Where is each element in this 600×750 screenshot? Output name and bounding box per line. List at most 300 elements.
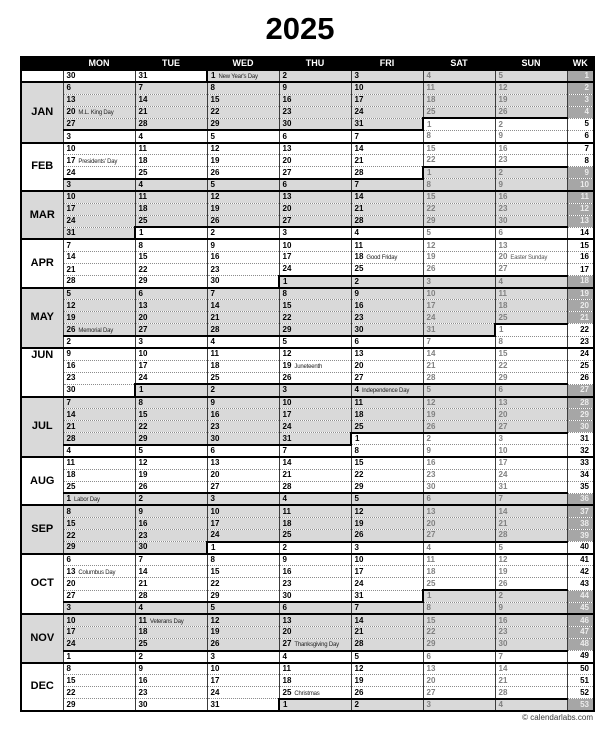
day-cell (135, 372, 207, 384)
day-number: 8 (426, 602, 431, 612)
copyright-footer: © calendarlabs.com (522, 713, 593, 722)
week-number-cell: 5 (567, 118, 594, 130)
day-cell (135, 651, 207, 663)
day-cell (207, 554, 279, 566)
day-number: 8 (354, 445, 359, 455)
day-number: 28 (66, 433, 76, 443)
day-cell (63, 106, 135, 118)
day-cell (207, 409, 279, 421)
day-cell (495, 409, 567, 421)
day-number: 30 (282, 590, 292, 600)
day-number: 11 (210, 349, 219, 359)
day-number: 6 (66, 83, 71, 93)
day-number: 6 (210, 445, 215, 455)
day-cell (135, 94, 207, 106)
day-cell (279, 614, 351, 626)
day-cell (351, 421, 423, 433)
day-cell (423, 675, 495, 687)
day-number: 3 (210, 651, 215, 661)
day-cell (63, 602, 135, 614)
day-cell (351, 106, 423, 118)
day-cell (279, 530, 351, 542)
week-number-cell: 30 (567, 421, 594, 433)
day-cell (279, 687, 351, 699)
day-number: 7 (66, 397, 71, 407)
day-number: 21 (354, 204, 364, 214)
day-number: 8 (282, 288, 287, 298)
week-number-cell: 6 (567, 130, 594, 142)
day-number: 16 (282, 566, 292, 576)
day-cell (279, 118, 351, 130)
day-cell (63, 130, 135, 142)
day-cell (135, 566, 207, 578)
week-number-cell: 33 (567, 457, 594, 469)
day-number: 28 (66, 276, 76, 286)
day-cell (135, 324, 207, 336)
day-number: 10 (354, 83, 364, 93)
week-number-cell: 46 (567, 614, 594, 626)
day-cell (207, 191, 279, 203)
day-number: 29 (426, 639, 436, 649)
day-cell (279, 288, 351, 300)
day-number: 4 (426, 542, 431, 552)
day-cell (279, 699, 351, 711)
day-cell (207, 626, 279, 638)
week-number-cell: 14 (567, 227, 594, 239)
day-cell (423, 566, 495, 578)
day-number: 4 (498, 276, 503, 286)
holiday-label: Columbus Day (78, 569, 116, 576)
day-number: 2 (498, 591, 503, 601)
holiday-label: Christmas (294, 690, 320, 697)
day-cell (351, 155, 423, 167)
day-number: 15 (354, 458, 364, 468)
day-cell (135, 542, 207, 554)
day-cell (279, 227, 351, 239)
day-number: 18 (66, 470, 76, 480)
day-number: 14 (282, 458, 292, 468)
day-number: 28 (210, 324, 220, 334)
day-number: 9 (138, 663, 143, 673)
day-number: 27 (66, 590, 76, 600)
day-number: 18 (354, 409, 364, 419)
day-number: 31 (354, 119, 364, 129)
week-row (21, 445, 594, 457)
day-number: 5 (66, 288, 71, 298)
day-cell (135, 82, 207, 94)
day-number: 30 (66, 385, 76, 395)
day-number: 25 (66, 481, 76, 491)
week-number-cell: 32 (567, 445, 594, 457)
day-cell (135, 445, 207, 457)
day-cell (135, 699, 207, 711)
day-cell (63, 409, 135, 421)
week-row (21, 312, 594, 324)
day-cell (135, 626, 207, 638)
week-row (21, 143, 594, 155)
day-number: 11 (498, 288, 507, 298)
day-number: 19 (426, 409, 436, 419)
day-cell (207, 312, 279, 324)
week-row (21, 251, 594, 263)
week-number-cell: 17 (567, 264, 594, 276)
day-number: 18 (282, 675, 292, 685)
day-number: 3 (282, 228, 287, 238)
day-cell (207, 505, 279, 517)
week-row (21, 530, 594, 542)
day-number: 10 (282, 240, 292, 250)
day-number: 26 (66, 324, 76, 334)
day-cell (351, 118, 423, 130)
day-cell (351, 433, 423, 445)
day-number: 15 (210, 566, 220, 576)
day-cell (351, 481, 423, 493)
day-cell (423, 614, 495, 626)
day-number: 28 (426, 373, 436, 383)
day-cell (279, 517, 351, 529)
day-cell (351, 336, 423, 348)
week-number-cell: 50 (567, 663, 594, 675)
day-cell (135, 251, 207, 263)
month-label-sep: SEP (21, 505, 63, 553)
week-row (21, 481, 594, 493)
day-number: 30 (210, 433, 220, 443)
day-cell (423, 324, 495, 336)
day-number: 19 (138, 470, 148, 480)
day-number: 18 (138, 627, 148, 637)
day-number: 18 (138, 155, 148, 165)
week-row (21, 276, 594, 288)
day-number: 22 (426, 155, 436, 165)
day-cell (63, 70, 135, 82)
day-number: 3 (426, 699, 431, 709)
day-cell (135, 517, 207, 529)
day-cell (351, 687, 423, 699)
day-number: 12 (426, 240, 436, 250)
day-cell (63, 481, 135, 493)
day-cell (207, 288, 279, 300)
day-cell (135, 239, 207, 251)
day-number: 7 (354, 603, 359, 613)
day-cell (63, 614, 135, 626)
day-number: 25 (354, 421, 364, 431)
day-number: 26 (210, 167, 220, 177)
day-number: 9 (66, 349, 71, 359)
day-cell (207, 300, 279, 312)
week-row (21, 578, 594, 590)
day-number: 31 (66, 228, 76, 238)
day-cell (279, 348, 351, 360)
day-number: 14 (498, 663, 508, 673)
day-cell (495, 276, 567, 288)
day-cell (207, 421, 279, 433)
day-number: 10 (426, 288, 436, 298)
day-cell (351, 614, 423, 626)
day-cell (207, 203, 279, 215)
day-cell (495, 445, 567, 457)
day-number: 16 (426, 458, 436, 468)
day-number: 12 (66, 300, 76, 310)
week-row (21, 554, 594, 566)
week-row (21, 651, 594, 663)
day-number: 19 (210, 627, 220, 637)
day-cell (63, 433, 135, 445)
day-number: 12 (282, 349, 292, 359)
day-number: 16 (210, 409, 220, 419)
day-cell (63, 638, 135, 650)
day-cell (495, 481, 567, 493)
week-number-cell: 48 (567, 638, 594, 650)
day-cell (495, 469, 567, 481)
day-number: 6 (282, 179, 287, 189)
day-number: 3 (282, 385, 287, 395)
day-cell (63, 687, 135, 699)
day-number: 25 (498, 312, 508, 322)
day-cell (135, 590, 207, 602)
day-cell (495, 82, 567, 94)
day-number: 16 (498, 143, 508, 153)
week-number-cell: 34 (567, 469, 594, 481)
day-number: 21 (426, 361, 436, 371)
column-header-tue: TUE (135, 57, 207, 70)
week-row (21, 106, 594, 118)
day-number: 22 (282, 312, 292, 322)
day-number: 1 (283, 276, 288, 286)
day-number: 23 (282, 107, 292, 117)
day-cell (135, 276, 207, 288)
day-cell (279, 554, 351, 566)
day-number: 10 (210, 663, 220, 673)
week-row (21, 94, 594, 106)
week-number-cell: 2 (567, 82, 594, 94)
day-cell (423, 130, 495, 142)
day-cell (423, 276, 495, 288)
day-number: 27 (210, 481, 220, 491)
week-number-cell: 53 (567, 699, 594, 711)
day-number: 20 (138, 312, 148, 322)
day-number: 14 (138, 566, 148, 576)
day-number: 3 (426, 276, 431, 286)
day-number: 27 (282, 639, 292, 649)
day-number: 20 (66, 578, 76, 588)
day-cell (495, 505, 567, 517)
day-cell (351, 505, 423, 517)
day-number: 6 (66, 555, 71, 565)
day-number: 29 (66, 542, 76, 552)
day-number: 13 (498, 240, 508, 250)
week-number-cell: 13 (567, 215, 594, 227)
day-number: 9 (138, 506, 143, 516)
day-cell (423, 348, 495, 360)
day-number: 8 (210, 555, 215, 565)
day-cell (495, 566, 567, 578)
week-number-cell: 3 (567, 94, 594, 106)
day-cell (207, 493, 279, 505)
holiday-label: New Year's Day (218, 73, 258, 80)
day-cell (495, 578, 567, 590)
day-cell (279, 251, 351, 263)
day-cell (207, 663, 279, 675)
day-number: 24 (66, 639, 76, 649)
week-row (21, 215, 594, 227)
day-cell (207, 167, 279, 179)
day-cell (63, 554, 135, 566)
week-row (21, 239, 594, 251)
week-row (21, 155, 594, 167)
day-number: 20 (282, 155, 292, 165)
day-number: 22 (210, 578, 220, 588)
day-cell (351, 457, 423, 469)
day-number: 27 (282, 215, 292, 225)
day-number: 9 (282, 83, 287, 93)
day-cell (423, 264, 495, 276)
week-number-cell: 23 (567, 336, 594, 348)
day-cell (495, 155, 567, 167)
day-number: 24 (354, 578, 364, 588)
day-cell (495, 687, 567, 699)
week-row (21, 288, 594, 300)
day-number: 5 (210, 131, 215, 141)
day-cell (63, 590, 135, 602)
month-label-may: MAY (21, 288, 63, 348)
day-cell (63, 239, 135, 251)
day-cell (135, 505, 207, 517)
week-row (21, 457, 594, 469)
day-number: 20 (282, 627, 292, 637)
day-cell (135, 179, 207, 191)
day-number: 9 (498, 131, 503, 141)
day-cell (351, 384, 423, 396)
day-cell (423, 626, 495, 638)
day-number: 8 (66, 663, 71, 673)
day-cell (63, 215, 135, 227)
week-number-cell: 20 (567, 300, 594, 312)
day-number: 26 (138, 481, 148, 491)
day-number: 14 (210, 300, 220, 310)
day-number: 8 (138, 397, 143, 407)
day-number: 5 (354, 651, 359, 661)
day-number: 17 (138, 361, 148, 371)
day-cell (423, 481, 495, 493)
day-number: 24 (66, 167, 76, 177)
day-cell (423, 215, 495, 227)
day-number: 28 (354, 215, 364, 225)
day-number: 22 (354, 470, 364, 480)
day-cell (351, 203, 423, 215)
day-number: 9 (354, 288, 359, 298)
day-number: 4 (138, 131, 143, 141)
week-number-cell: 22 (567, 324, 594, 336)
day-cell (279, 94, 351, 106)
day-number: 2 (498, 119, 503, 129)
day-number: 17 (66, 627, 76, 637)
day-cell (135, 118, 207, 130)
day-cell (63, 348, 135, 360)
day-cell (495, 675, 567, 687)
day-number: 17 (426, 300, 436, 310)
day-cell (135, 493, 207, 505)
day-cell (63, 626, 135, 638)
holiday-label: Independence Day (361, 388, 410, 395)
day-cell (423, 94, 495, 106)
day-number: 27 (354, 373, 364, 383)
day-cell (207, 372, 279, 384)
day-number: 23 (138, 687, 148, 697)
day-cell (351, 663, 423, 675)
month-column-header (21, 57, 63, 70)
day-number: 27 (498, 264, 508, 274)
day-cell (423, 663, 495, 675)
day-number: 11 (282, 663, 291, 673)
day-cell (351, 191, 423, 203)
holiday-label: Good Friday (366, 255, 398, 262)
day-number: 12 (354, 506, 364, 516)
day-number: 30 (210, 276, 220, 286)
day-cell (63, 699, 135, 711)
day-cell (495, 227, 567, 239)
day-number: 5 (426, 385, 431, 395)
week-number-cell: 52 (567, 687, 594, 699)
day-cell (351, 130, 423, 142)
day-number: 18 (282, 518, 292, 528)
day-cell (207, 675, 279, 687)
day-cell (135, 602, 207, 614)
week-number-cell: 12 (567, 203, 594, 215)
day-number: 1 (66, 651, 71, 661)
day-number: 6 (498, 385, 503, 395)
day-number: 4 (426, 70, 431, 80)
day-number: 13 (282, 615, 292, 625)
day-cell (423, 602, 495, 614)
week-number-cell: 42 (567, 566, 594, 578)
day-cell (495, 264, 567, 276)
day-number: 2 (426, 434, 431, 444)
day-cell (207, 445, 279, 457)
day-cell (207, 469, 279, 481)
day-cell (423, 239, 495, 251)
day-cell (495, 372, 567, 384)
day-number: 23 (426, 470, 436, 480)
day-number: 24 (210, 687, 220, 697)
day-number: 2 (66, 337, 71, 347)
week-row (21, 300, 594, 312)
day-cell (423, 530, 495, 542)
day-cell (495, 143, 567, 155)
day-cell (423, 155, 495, 167)
day-cell (495, 602, 567, 614)
week-row (21, 384, 594, 396)
day-number: 4 (354, 385, 359, 395)
week-number-cell: 29 (567, 409, 594, 421)
day-cell (207, 433, 279, 445)
day-cell (495, 421, 567, 433)
week-number-cell: 45 (567, 602, 594, 614)
day-cell (279, 457, 351, 469)
day-cell (495, 626, 567, 638)
day-number: 20 (498, 409, 508, 419)
day-cell (63, 397, 135, 409)
day-number: 4 (282, 651, 287, 661)
day-cell (495, 517, 567, 529)
day-cell (495, 663, 567, 675)
day-number: 4 (354, 228, 359, 238)
day-number: 22 (426, 627, 436, 637)
day-number: 1 (139, 228, 144, 238)
day-number: 30 (282, 119, 292, 129)
day-number: 25 (426, 107, 436, 117)
day-number: 22 (498, 361, 508, 371)
holiday-label: M.L. King Day (78, 110, 114, 117)
